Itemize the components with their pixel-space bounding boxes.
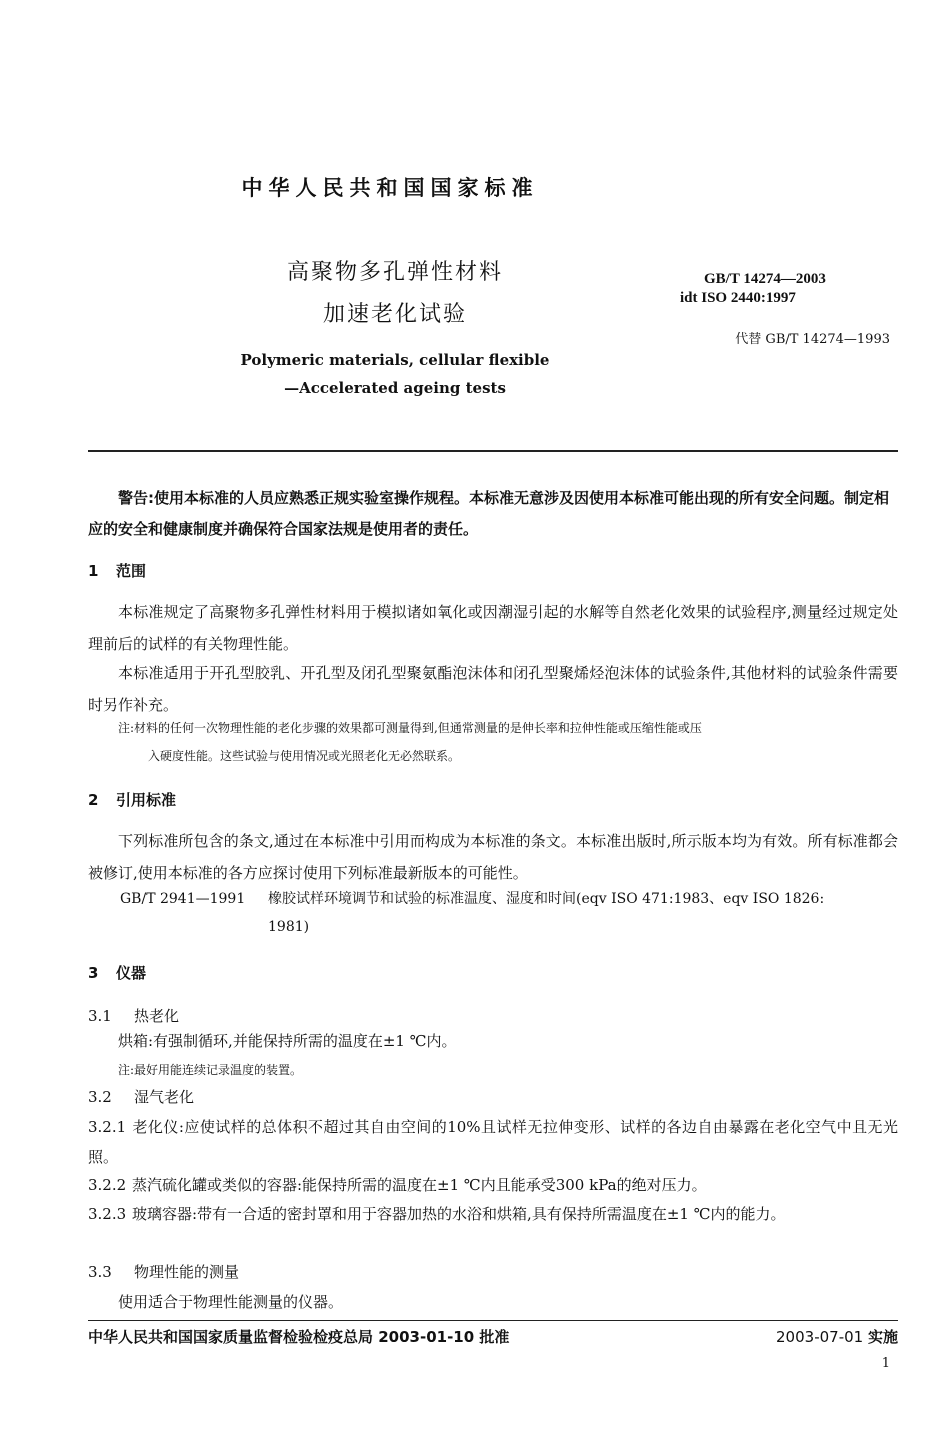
title-cn-line1: 高聚物多孔弹性材料 <box>286 260 503 285</box>
title-en-line2: —Accelerated ageing tests <box>284 379 506 397</box>
reference-title: 橡胶试样环境调节和试验的标准温度、湿度和时间(eqv ISO 471:1983、eqv ISO 1826: <box>268 891 825 907</box>
national-standard-heading: 中华人民共和国国家标准 <box>241 176 539 200</box>
subsection-number: 3.2 <box>88 1088 112 1106</box>
iso-reference: idt ISO 2440:1997 <box>680 290 796 306</box>
subsection-3-2-1 <box>88 1112 898 1172</box>
subsection-3-3-text: 使用适合于物理性能测量的仪器。 <box>118 1293 344 1311</box>
replaces-standard: 代替 GB/T 14274—1993 <box>735 332 890 347</box>
reference-code: GB/T 2941—1991 <box>120 891 246 907</box>
note-line: 入硬度性能。这些试验与使用情况或光照老化无必然联系。 <box>148 749 461 763</box>
subsection-title: 热老化 <box>134 1007 180 1025</box>
header-rule <box>88 450 898 452</box>
reference-entry <box>120 885 898 941</box>
section-1-paragraph-1: 本标准规定了高聚物多孔弹性材料用于模拟诸如氧化或因潮湿引起的水解等自然老化效果的试验程序,测量经过规定处理前后的试样的有关物理性能。 <box>88 603 898 653</box>
subsection-3-3-heading <box>88 1257 898 1287</box>
section-1-paragraph-2: 本标准适用于开孔型胶乳、开孔型及闭孔型聚氨酯泡沫体和闭孔型聚烯烃泡沫体的试验条件,其他材料的试验条件需要时另作补充。 <box>88 664 898 714</box>
section-1-heading <box>88 560 146 581</box>
subsection-3-2-2 <box>88 1170 898 1200</box>
subsection-number: 3.3 <box>88 1263 112 1281</box>
subsection-text: 老化仪:应使试样的总体积不超过其自由空间的10%且试样无拉伸变形、试样的各边自由暴露在老化空气中且无光照。 <box>88 1118 898 1166</box>
section-number: 3 <box>88 964 99 982</box>
standard-number: GB/T 14274—2003 <box>704 271 826 287</box>
implementation-date: 2003-07-01 <box>776 1328 864 1346</box>
footer-rule <box>88 1320 898 1321</box>
subsection-number: 3.1 <box>88 1007 112 1025</box>
section-number: 1 <box>88 562 99 580</box>
title-en-line1: Polymeric materials, cellular flexible <box>240 351 550 369</box>
title-cn-line2: 加速老化试验 <box>322 302 467 327</box>
note-line: 注:材料的任何一次物理性能的老化步骤的效果都可测量得到,但通常测量的是伸长率和拉伸性能或压缩性能或压 <box>118 721 702 735</box>
subsection-text: 玻璃容器:带有一合适的密封罩和用于容器加热的水浴和烘箱,具有保持所需温度在±1 ℃内的能力。 <box>132 1205 786 1223</box>
subsection-number: 3.2.2 <box>88 1176 127 1194</box>
subsection-title: 湿气老化 <box>134 1088 195 1106</box>
subsection-text: 蒸汽硫化罐或类似的容器:能保持所需的温度在±1 ℃内且能承受300 kPa的绝对压力。 <box>132 1176 707 1194</box>
page-number: 1 <box>881 1356 890 1371</box>
subsection-3-2-3 <box>88 1199 898 1229</box>
implementation-label: 实施 <box>867 1328 898 1346</box>
section-title: 引用标准 <box>116 791 177 809</box>
section-1-note <box>118 714 898 770</box>
subsection-3-2-heading <box>88 1082 898 1112</box>
section-title: 范围 <box>116 562 147 580</box>
warning-paragraph: 警告:使用本标准的人员应熟悉正规实验室操作规程。本标准无意涉及因使用本标准可能出现的所有安全问题。制定相应的安全和健康制度并确保符合国家法规是使用者的责任。 <box>88 489 890 538</box>
section-title: 仪器 <box>116 964 147 982</box>
subsection-3-1-note: 注:最好用能连续记录温度的装置。 <box>118 1063 303 1077</box>
approval-line: 中华人民共和国国家质量监督检验检疫总局 2003-01-10 批准 <box>88 1328 510 1346</box>
implementation-line <box>700 1326 898 1347</box>
reference-continuation: 1981) <box>268 919 310 935</box>
subsection-number: 3.2.3 <box>88 1205 127 1223</box>
subsection-title: 物理性能的测量 <box>134 1263 240 1281</box>
section-3-heading <box>88 962 146 983</box>
section-2-paragraph: 下列标准所包含的条文,通过在本标准中引用而构成为本标准的条文。本标准出版时,所示版本均为有效。所有标准都会被修订,使用本标准的各方应探讨使用下列标准最新版本的可能性。 <box>88 832 898 882</box>
subsection-3-1-text: 烘箱:有强制循环,并能保持所需的温度在±1 ℃内。 <box>118 1032 457 1050</box>
section-2-heading <box>88 789 176 810</box>
subsection-number: 3.2.1 <box>88 1118 127 1136</box>
section-number: 2 <box>88 791 99 809</box>
